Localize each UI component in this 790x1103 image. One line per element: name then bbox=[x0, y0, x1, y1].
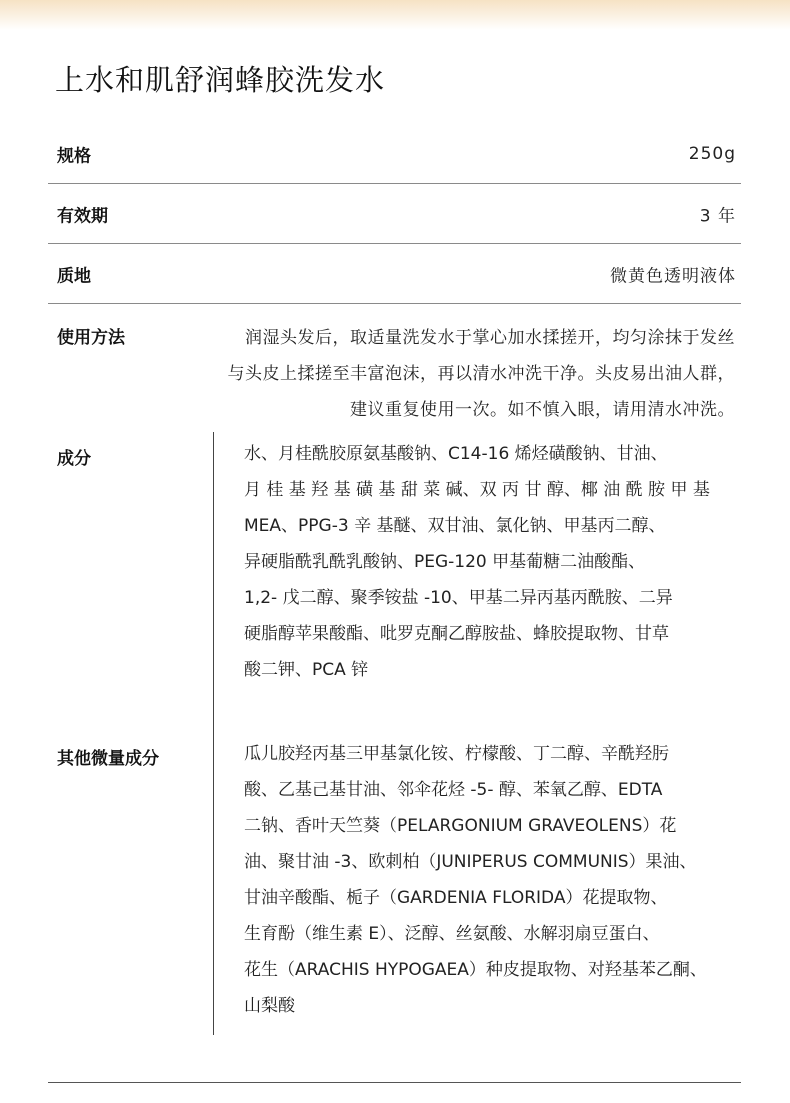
ingredient-line: 异硬脂酰乳酰乳酸钠、PEG-120 甲基葡糖二油酸酯、 bbox=[244, 552, 646, 572]
trace-ingredient-line: 酸、乙基己基甘油、邻伞花烃 -5- 醇、苯氧乙醇、EDTA bbox=[244, 780, 663, 800]
trace-ingredient-line: 生育酚（维生素 E）、泛醇、丝氨酸、水解羽扇豆蛋白、 bbox=[244, 924, 660, 944]
ingredients-label: 成分 bbox=[57, 449, 91, 469]
spec-row-size bbox=[48, 124, 741, 184]
trace-ingredient-line: 甘油辛酸酯、栀子（GARDENIA FLORIDA）花提取物、 bbox=[244, 888, 668, 908]
section-divider-vertical bbox=[213, 432, 214, 1035]
spec-value-shelf-life: 3 年 bbox=[699, 206, 736, 226]
trace-ingredient-line: 山梨酸 bbox=[244, 996, 295, 1016]
usage-line: 与头皮上揉搓至丰富泡沫，再以清水冲洗干净。头皮易出油人群， bbox=[227, 364, 735, 384]
ingredient-line: 酸二钾、PCA 锌 bbox=[244, 660, 369, 680]
spec-label-size: 规格 bbox=[57, 146, 91, 166]
trace-ingredient-line: 花生（ARACHIS HYPOGAEA）种皮提取物、对羟基苯乙酮、 bbox=[244, 960, 707, 980]
usage-line: 建议重复使用一次。如不慎入眼，请用清水冲洗。 bbox=[350, 400, 735, 420]
trace-ingredients-text bbox=[244, 736, 744, 1024]
spec-value-size: 250g bbox=[688, 143, 736, 164]
trace-ingredients-label: 其他微量成分 bbox=[57, 749, 159, 769]
ingredients-text bbox=[244, 436, 744, 688]
ingredient-line: 硬脂醇苹果酸酯、吡罗克酮乙醇胺盐、蜂胶提取物、甘草 bbox=[244, 624, 669, 644]
trace-ingredient-line: 瓜儿胶羟丙基三甲基氯化铵、柠檬酸、丁二醇、辛酰羟肟 bbox=[244, 744, 669, 764]
usage-line: 润湿头发后，取适量洗发水于掌心加水揉搓开，均匀涂抹于发丝 bbox=[245, 328, 735, 348]
spec-label-shelf-life: 有效期 bbox=[57, 206, 108, 226]
spec-row-texture bbox=[48, 244, 741, 304]
top-gradient-decoration bbox=[0, 0, 790, 30]
trace-ingredient-line: 二钠、香叶天竺葵（PELARGONIUM GRAVEOLENS）花 bbox=[244, 816, 677, 836]
spec-row-shelf-life bbox=[48, 184, 741, 244]
ingredient-line: MEA、PPG-3 辛 基醚、双甘油、氯化钠、甲基丙二醇、 bbox=[244, 516, 666, 536]
bottom-divider bbox=[48, 1082, 741, 1083]
spec-value-texture: 微黄色透明液体 bbox=[610, 266, 736, 286]
spec-label-texture: 质地 bbox=[57, 266, 91, 286]
ingredient-line: 月 桂 基 羟 基 磺 基 甜 菜 碱、双 丙 甘 醇、椰 油 酰 胺 甲 基 bbox=[244, 480, 710, 500]
ingredient-line: 水、月桂酰胶原氨基酸钠、C14-16 烯烃磺酸钠、甘油、 bbox=[244, 444, 668, 464]
product-title: 上水和肌舒润蜂胶洗发水 bbox=[55, 63, 386, 97]
ingredient-line: 1,2- 戊二醇、聚季铵盐 -10、甲基二异丙基丙酰胺、二异 bbox=[244, 588, 673, 608]
trace-ingredient-line: 油、聚甘油 -3、欧刺柏（JUNIPERUS COMMUNIS）果油、 bbox=[244, 852, 697, 872]
usage-label: 使用方法 bbox=[57, 328, 125, 348]
